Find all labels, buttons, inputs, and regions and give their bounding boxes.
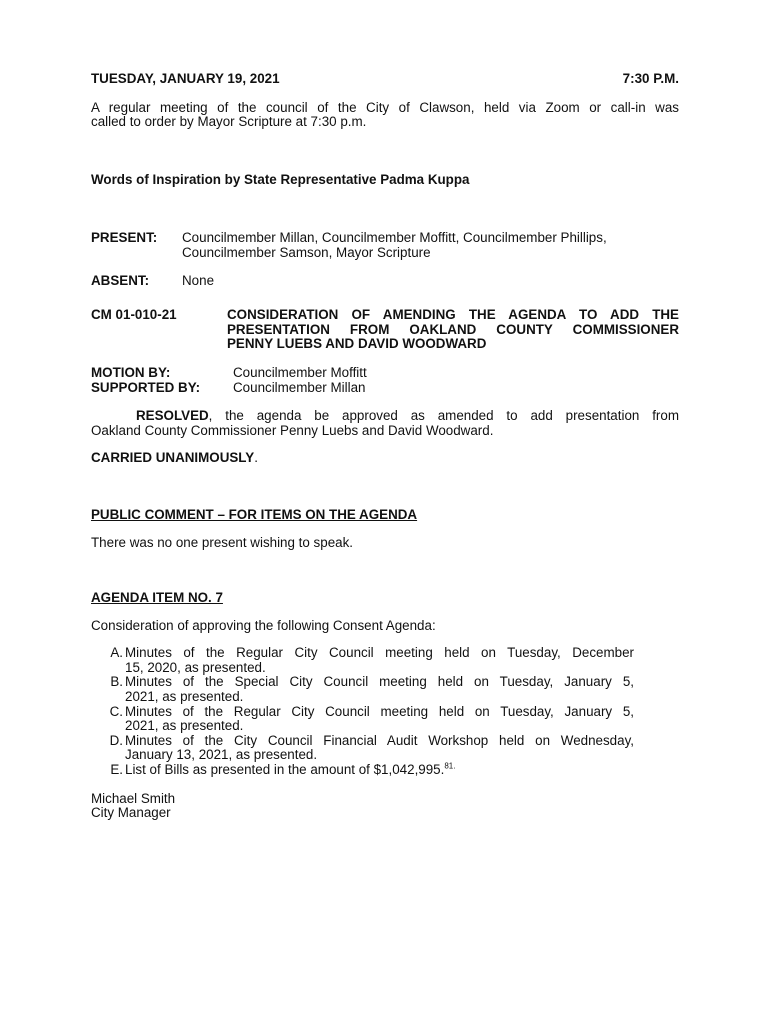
- consent-agenda-list: [91, 646, 634, 777]
- agenda-intro: Consideration of approving the following Consent Agenda:: [91, 617, 436, 633]
- list-item-text: [124, 646, 634, 675]
- cm-title-line-2: PRESENTATION FROM OAKLAND COUNTY COMMISSIONER: [227, 321, 679, 337]
- list-item-text: [124, 675, 634, 704]
- public-comment-text: There was no one present wishing to speak.: [91, 534, 354, 550]
- carried-period: .: [254, 450, 258, 466]
- absent-label: ABSENT:: [91, 272, 150, 288]
- present-line-2: Councilmember Samson, Mayor Scripture: [182, 244, 431, 260]
- intro-line-2: called to order by Mayor Scripture at 7:30 p.m.: [91, 114, 367, 130]
- amount-superscript: 81.: [444, 761, 456, 771]
- list-item: [91, 734, 634, 763]
- list-item-marker: D.: [109, 732, 123, 748]
- absent-value: None: [182, 272, 215, 288]
- meeting-header: [91, 72, 679, 87]
- cm-number: CM 01-010-21: [91, 307, 177, 323]
- list-item-line-1: [125, 763, 634, 778]
- carried-line: [91, 451, 679, 466]
- cm-title-line-3: PENNY LUEBS AND DAVID WOODWARD: [227, 336, 487, 352]
- motion-row: [91, 366, 679, 381]
- cm-item: [91, 308, 679, 352]
- resolution-line-2: Oakland County Commissioner Penny Luebs and David Woodward.: [91, 422, 494, 438]
- list-item-line-2: 15, 2020, as presented.: [125, 659, 266, 675]
- list-item-line-2: 2021, as presented.: [125, 689, 244, 705]
- list-item-line-1-text: List of Bills as presented in the amount of $1,042,995.: [125, 762, 445, 778]
- list-item-text: [124, 734, 634, 763]
- present-value: [182, 231, 679, 260]
- resolved-keyword: RESOLVED: [136, 408, 209, 424]
- cm-title-line-1: CONSIDERATION OF AMENDING THE AGENDA TO ADD THE: [227, 307, 679, 323]
- supported-row: [91, 381, 679, 396]
- absent-row: [91, 274, 679, 289]
- present-line-1: Councilmember Millan, Councilmember Moffitt, Councilmember Phillips,: [182, 230, 607, 246]
- list-item-line-2: 2021, as presented.: [125, 718, 244, 734]
- list-item-marker: B.: [110, 674, 123, 690]
- list-item: [91, 763, 634, 778]
- resolution-line-1: [91, 409, 679, 424]
- cm-title: [227, 308, 679, 352]
- public-comment-heading: PUBLIC COMMENT – FOR ITEMS ON THE AGENDA: [91, 506, 418, 522]
- list-item: [91, 646, 634, 675]
- carried-text: CARRIED UNANIMOUSLY: [91, 450, 255, 466]
- supported-value: Councilmember Millan: [233, 379, 366, 395]
- list-item: [91, 705, 634, 734]
- list-item-marker: A.: [110, 645, 123, 661]
- list-item-line-1: Minutes of the Special City Council meeting held on Tuesday, January 5,: [125, 674, 634, 690]
- signature-name: Michael Smith: [91, 790, 176, 806]
- intro-line-1: A regular meeting of the council of the City of Clawson, held via Zoom or call-in was: [91, 99, 679, 115]
- list-item-line-1: Minutes of the City Council Financial Audit Workshop held on Wednesday,: [125, 732, 634, 748]
- list-item-line-2: January 13, 2021, as presented.: [125, 747, 318, 763]
- meeting-date: TUESDAY, JANUARY 19, 2021: [91, 71, 280, 86]
- list-item: [91, 675, 634, 704]
- minutes-page: [91, 72, 679, 821]
- motion-label: MOTION BY:: [91, 364, 171, 380]
- list-item-line-1: Minutes of the Regular City Council meeting held on Tuesday, December: [125, 645, 634, 661]
- resolution-paragraph: [91, 409, 679, 438]
- resolution-line-1-rest: , the agenda be approved as amended to add presentation from: [208, 408, 679, 424]
- meeting-time: 7:30 P.M.: [622, 71, 679, 86]
- agenda-item-heading: AGENDA ITEM NO. 7: [91, 590, 223, 606]
- intro-paragraph: [91, 101, 679, 130]
- present-row: [91, 231, 679, 260]
- list-item-line-1: Minutes of the Regular City Council meeting held on Tuesday, January 5,: [125, 703, 634, 719]
- list-item-marker: C.: [109, 703, 123, 719]
- signature-title: City Manager: [91, 805, 171, 821]
- supported-label: SUPPORTED BY:: [91, 379, 201, 395]
- signature-block: [91, 792, 679, 821]
- inspiration-line: Words of Inspiration by State Representative Padma Kuppa: [91, 171, 470, 187]
- motion-value: Councilmember Moffitt: [233, 364, 367, 380]
- list-item-marker: E.: [110, 762, 123, 778]
- present-label: PRESENT:: [91, 230, 158, 246]
- list-item-text: [124, 705, 634, 734]
- list-item-text: [124, 763, 634, 778]
